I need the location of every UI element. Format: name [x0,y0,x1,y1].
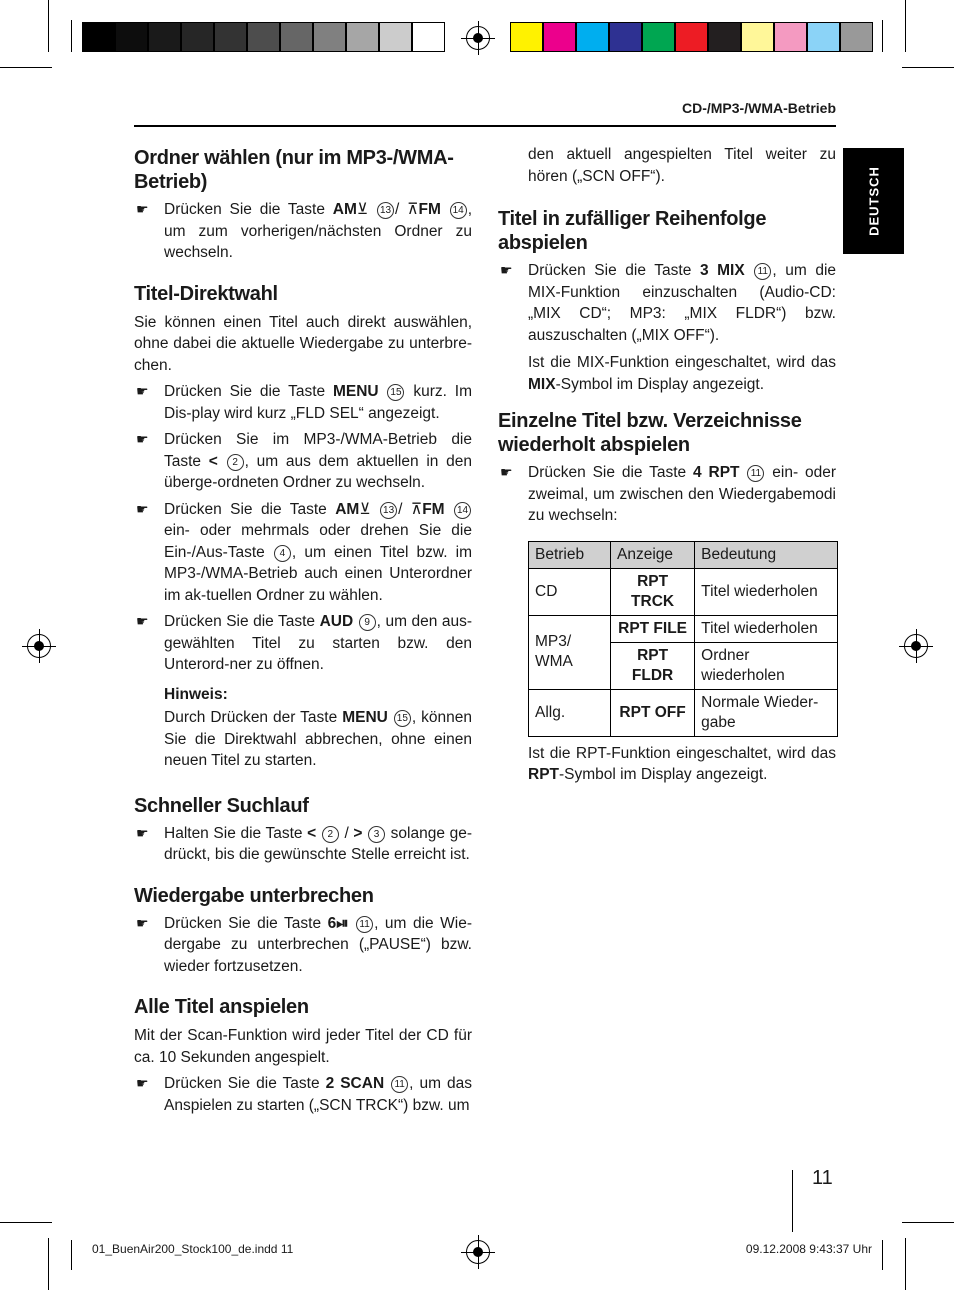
pointing-hand-icon: ☛ [136,431,149,447]
instruction-bullet: ☛ Drücken Sie die Taste AM⊻ 13 / ⊼FM 14 ein- oder mehrmals oder drehen Sie die Ein-/Aus-Taste 4 , um einen Titel bzw. im MP3-/WMA-Betrieb auch einen Unterordner im ak-tuellen Ordner zu wählen. [136,500,472,604]
pointing-hand-icon: ☛ [136,1075,149,1091]
left-arrow-icon: < [208,452,218,470]
color-swatch [148,22,181,52]
paragraph: den aktuell angespielten Titel weiter zu hören („SCN OFF“). [528,146,836,185]
color-swatch [840,22,873,52]
crop-mark [48,1238,49,1290]
section-title: Titel-Direktwahl [134,282,278,305]
table-cell: RPT FILE [610,615,694,642]
registration-mark-icon [466,26,490,50]
right-arrow-icon: > [353,824,363,842]
color-swatch [346,22,379,52]
crop-mark [48,0,49,52]
color-swatch [313,22,346,52]
paragraph: Mit der Scan-Funktion wird jeder Titel der CD für ca. 10 Sekunden angespielt. [134,1027,472,1066]
section-title: Titel in zufälliger Reihenfolge abspielen [498,208,767,254]
table-cell: Titel wiederholen [695,615,838,642]
pointing-hand-icon: ☛ [500,464,513,480]
section-title: Ordner wählen (nur im MP3-/WMA-Betrieb) [134,147,454,193]
table-cell: RPT OFF [610,689,694,736]
table-header-row [529,541,838,568]
color-swatch [214,22,247,52]
instruction-bullet: ☛ Drücken Sie die Taste 4 RPT 11 ein- oder zweimal, um zwischen den Wiedergabemodi zu wechseln: [500,464,837,524]
pointing-hand-icon: ☛ [136,383,149,399]
crop-mark [71,20,72,52]
pointing-hand-icon: ☛ [136,914,149,931]
table-cell: Normale Wieder-gabe [695,689,838,736]
color-swatch [807,22,840,52]
up-arrow-icon: ⊼ [407,201,419,218]
crop-mark [0,1222,52,1223]
registration-mark-icon [466,1240,490,1264]
paragraph: Ist die MIX-Funktion eingeschaltet, wird das MIX-Symbol im Display angezeigt. [528,354,836,393]
table-cell: RPT FLDR [610,642,694,689]
crop-mark [882,20,883,52]
crop-mark [902,67,954,68]
color-swatch [247,22,280,52]
table-header-cell: Bedeutung [695,541,838,568]
table-header-cell: Anzeige [610,541,694,568]
color-swatch [642,22,675,52]
paragraph: Sie können einen Titel auch direkt auswählen, ohne dabei die aktuelle Wiedergabe zu unterbre-chen. [134,313,472,374]
table-cell: CD [529,568,611,615]
running-header: CD-/MP3-/WMA-Betrieb [682,100,836,116]
color-swatch [576,22,609,52]
page-number-rule [792,1170,793,1232]
pointing-hand-icon: ☛ [136,500,149,517]
color-swatch [510,22,543,52]
instruction-bullet: ☛ Drücken Sie die Taste AM⊻ 13 / ⊼FM 14 , um zum vorherigen/nächsten Ordner zu wechseln. [136,201,472,261]
crop-mark [905,0,906,52]
table-cell: MP3/ WMA [529,615,611,689]
table-row [529,568,838,615]
crop-mark [882,1240,883,1270]
instruction-bullet: ☛ Halten Sie die Taste < 2 / > 3 solange ge-drückt, bis die gewünschte Stelle erreicht ist. [136,824,472,863]
color-swatch [379,22,412,52]
table-row [529,615,838,642]
instruction-bullet: ☛ Drücken Sie die Taste MENU 15 kurz. Im Dis-play wird kurz „FLD SEL“ angezeigt. [136,383,472,422]
pointing-hand-icon: ☛ [136,613,149,629]
instruction-bullet: ☛ Drücken Sie die Taste 3 MIX 11 , um die MIX-Funktion einzuschalten (Audio-CD: „MIX CD“; MP3: „MIX FLDR“) bzw. auszuschalten („MIX OFF“). [500,262,837,344]
footer-timestamp: 09.12.2008 9:43:37 Uhr [745,1242,872,1256]
section-title: Alle Titel anspielen [134,996,309,1018]
section-title: Schneller Suchlauf [134,794,309,817]
language-tab [843,148,904,254]
table-cell: Titel wiederholen [695,568,838,615]
instruction-bullet: ☛ Drücken Sie die Taste 2 SCAN 11 , um das Anspielen zu starten („SCN TRCK“) bzw. um [136,1075,472,1114]
crop-mark [71,1240,72,1270]
pointing-hand-icon: ☛ [136,201,149,217]
crop-mark [902,1222,954,1223]
registration-mark-icon [27,634,51,658]
color-swatch [181,22,214,52]
color-swatch [412,22,445,52]
header-rule [134,125,836,127]
down-arrow-icon: ⊻ [356,201,369,218]
registration-mark-icon [904,634,928,658]
color-swatch [609,22,642,52]
down-arrow-icon: ⊻ [359,500,371,518]
crop-mark [0,67,52,68]
color-swatch [708,22,741,52]
pointing-hand-icon: ☛ [136,824,149,841]
color-swatch [115,22,148,52]
note-title: Hinweis: [164,685,228,703]
section-title: Wiedergabe unterbrechen [134,884,374,907]
color-swatch [675,22,708,52]
repeat-mode-table [528,541,838,737]
color-swatch [82,22,115,52]
table-cell: RPT TRCK [610,568,694,615]
paragraph: Ist die RPT-Funktion eingeschaltet, wird das RPT-Symbol im Display angezeigt. [528,744,836,783]
section-title: Einzelne Titel bzw. Verzeichnisse wiederholt abspielen [498,410,802,456]
note-text: Durch Drücken der Taste MENU 15 , können Sie die Direktwahl abbrechen, ohne einen neuen Titel zu starten. [164,709,472,769]
page-number: 11 [812,1167,833,1189]
footer-filename: 01_BuenAir200_Stock100_de.indd 11 [92,1242,294,1256]
instruction-bullet: ☛ Drücken Sie im MP3-/WMA-Betrieb die Taste < 2 , um aus dem aktuellen in den überge-ordneten Ordner zu wechseln. [136,431,473,491]
color-swatch [543,22,576,52]
pointing-hand-icon: ☛ [500,262,513,278]
table-wrap [498,541,836,737]
instruction-bullet: ☛ Drücken Sie die Taste 6⏯ 11 , um die Wie-dergabe zu unterbrechen („PAUSE“) bzw. wieder fortzusetzen. [136,914,472,975]
crop-mark [905,1238,906,1290]
table-row [529,689,838,736]
color-swatch [741,22,774,52]
table-cell: Allg. [529,689,611,736]
table-header-cell: Betrieb [529,541,611,568]
table-cell: Ordner wiederholen [695,642,838,689]
instruction-bullet: ☛ Drücken Sie die Taste AUD 9 , um den aus-gewählten Titel zu starten bzw. den Unterord-ner zu öffnen. [136,613,472,673]
color-swatch [280,22,313,52]
left-arrow-icon: < [307,824,317,842]
up-arrow-icon: ⊼ [410,500,423,518]
color-swatch [774,22,807,52]
language-tab-label: DEUTSCH [866,166,881,236]
left-column [134,146,472,1116]
right-column [498,144,836,786]
play-pause-icon: ⏯ [336,914,349,932]
